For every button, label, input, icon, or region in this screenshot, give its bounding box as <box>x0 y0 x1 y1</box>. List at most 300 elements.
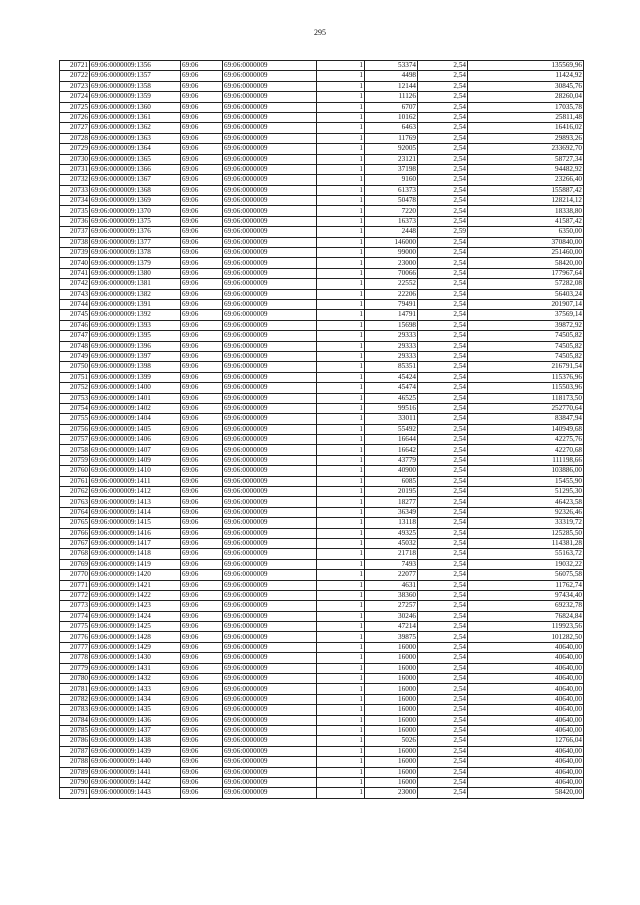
count-cell: 1 <box>317 601 365 611</box>
area-cell: 45424 <box>365 372 418 382</box>
cadastral-number: 69:06:0000009:1422 <box>90 590 181 600</box>
count-cell: 1 <box>317 736 365 746</box>
row-number: 20778 <box>60 653 90 663</box>
table-row <box>60 351 584 361</box>
area-cell: 4498 <box>365 71 418 81</box>
table-row <box>60 601 584 611</box>
quarter-code: 69:06:0000009 <box>223 372 317 382</box>
count-cell: 1 <box>317 289 365 299</box>
count-cell: 1 <box>317 684 365 694</box>
quarter-code: 69:06:0000009 <box>223 549 317 559</box>
quarter-code: 69:06:0000009 <box>223 487 317 497</box>
row-number: 20757 <box>60 435 90 445</box>
row-number: 20788 <box>60 757 90 767</box>
cadastral-number: 69:06:0000009:1425 <box>90 622 181 632</box>
region-code: 69:06 <box>181 445 223 455</box>
count-cell: 1 <box>317 248 365 258</box>
cadastral-number: 69:06:0000009:1407 <box>90 445 181 455</box>
quarter-code: 69:06:0000009 <box>223 435 317 445</box>
table-row <box>60 694 584 704</box>
region-code: 69:06 <box>181 185 223 195</box>
cadastral-number: 69:06:0000009:1378 <box>90 248 181 258</box>
count-cell: 1 <box>317 320 365 330</box>
table-row <box>60 248 584 258</box>
quarter-code: 69:06:0000009 <box>223 268 317 278</box>
value-cell: 74505,82 <box>468 331 584 341</box>
rate-cell: 2,54 <box>418 341 468 351</box>
region-code: 69:06 <box>181 497 223 507</box>
region-code: 69:06 <box>181 403 223 413</box>
table-row <box>60 622 584 632</box>
region-code: 69:06 <box>181 601 223 611</box>
area-cell: 23000 <box>365 788 418 798</box>
count-cell: 1 <box>317 487 365 497</box>
page-number: 295 <box>314 28 326 37</box>
quarter-code: 69:06:0000009 <box>223 206 317 216</box>
row-number: 20735 <box>60 206 90 216</box>
row-number: 20758 <box>60 445 90 455</box>
quarter-code: 69:06:0000009 <box>223 705 317 715</box>
area-cell: 53374 <box>365 61 418 71</box>
region-code: 69:06 <box>181 61 223 71</box>
rate-cell: 2,54 <box>418 580 468 590</box>
cadastral-number: 69:06:0000009:1420 <box>90 570 181 580</box>
count-cell: 1 <box>317 268 365 278</box>
table-row <box>60 372 584 382</box>
value-cell: 40640,00 <box>468 715 584 725</box>
area-cell: 21718 <box>365 549 418 559</box>
table-row <box>60 227 584 237</box>
count-cell: 1 <box>317 580 365 590</box>
count-cell: 1 <box>317 414 365 424</box>
cadastral-number: 69:06:0000009:1370 <box>90 206 181 216</box>
rate-cell: 2,54 <box>418 351 468 361</box>
row-number: 20787 <box>60 746 90 756</box>
count-cell: 1 <box>317 622 365 632</box>
value-cell: 42275,76 <box>468 435 584 445</box>
cadastral-number: 69:06:0000009:1377 <box>90 237 181 247</box>
row-number: 20766 <box>60 528 90 538</box>
cadastral-number: 69:06:0000009:1415 <box>90 518 181 528</box>
rate-cell: 2,54 <box>418 684 468 694</box>
cadastral-number: 69:06:0000009:1424 <box>90 611 181 621</box>
quarter-code: 69:06:0000009 <box>223 175 317 185</box>
value-cell: 18338,80 <box>468 206 584 216</box>
area-cell: 23121 <box>365 154 418 164</box>
quarter-code: 69:06:0000009 <box>223 746 317 756</box>
area-cell: 14791 <box>365 310 418 320</box>
rate-cell: 2,54 <box>418 61 468 71</box>
cadastral-number: 69:06:0000009:1440 <box>90 757 181 767</box>
count-cell: 1 <box>317 653 365 663</box>
value-cell: 40640,00 <box>468 663 584 673</box>
rate-cell: 2,54 <box>418 424 468 434</box>
area-cell: 16000 <box>365 663 418 673</box>
table-row <box>60 518 584 528</box>
row-number: 20785 <box>60 726 90 736</box>
value-cell: 118173,50 <box>468 393 584 403</box>
area-cell: 16000 <box>365 705 418 715</box>
region-code: 69:06 <box>181 757 223 767</box>
count-cell: 1 <box>317 216 365 226</box>
count-cell: 1 <box>317 133 365 143</box>
region-code: 69:06 <box>181 331 223 341</box>
count-cell: 1 <box>317 123 365 133</box>
area-cell: 10162 <box>365 112 418 122</box>
region-code: 69:06 <box>181 622 223 632</box>
table-row <box>60 476 584 486</box>
cadastral-number: 69:06:0000009:1410 <box>90 466 181 476</box>
rate-cell: 2,54 <box>418 476 468 486</box>
quarter-code: 69:06:0000009 <box>223 570 317 580</box>
count-cell: 1 <box>317 694 365 704</box>
rate-cell: 2,54 <box>418 455 468 465</box>
cadastral-number: 69:06:0000009:1423 <box>90 601 181 611</box>
area-cell: 99516 <box>365 403 418 413</box>
cadastral-number: 69:06:0000009:1441 <box>90 767 181 777</box>
count-cell: 1 <box>317 518 365 528</box>
region-code: 69:06 <box>181 674 223 684</box>
row-number: 20752 <box>60 383 90 393</box>
row-number: 20755 <box>60 414 90 424</box>
row-number: 20779 <box>60 663 90 673</box>
count-cell: 1 <box>317 383 365 393</box>
quarter-code: 69:06:0000009 <box>223 185 317 195</box>
value-cell: 40640,00 <box>468 684 584 694</box>
table-row <box>60 279 584 289</box>
value-cell: 74505,82 <box>468 351 584 361</box>
value-cell: 69232,78 <box>468 601 584 611</box>
region-code: 69:06 <box>181 112 223 122</box>
area-cell: 16000 <box>365 684 418 694</box>
rate-cell: 2,54 <box>418 559 468 569</box>
rate-cell: 2,54 <box>418 299 468 309</box>
value-cell: 40640,00 <box>468 746 584 756</box>
cadastral-number: 69:06:0000009:1421 <box>90 580 181 590</box>
row-number: 20739 <box>60 248 90 258</box>
quarter-code: 69:06:0000009 <box>223 144 317 154</box>
table-row <box>60 590 584 600</box>
quarter-code: 69:06:0000009 <box>223 455 317 465</box>
region-code: 69:06 <box>181 642 223 652</box>
region-code: 69:06 <box>181 518 223 528</box>
value-cell: 252770,64 <box>468 403 584 413</box>
table-row <box>60 611 584 621</box>
quarter-code: 69:06:0000009 <box>223 559 317 569</box>
value-cell: 40640,00 <box>468 705 584 715</box>
count-cell: 1 <box>317 81 365 91</box>
row-number: 20727 <box>60 123 90 133</box>
value-cell: 119923,56 <box>468 622 584 632</box>
value-cell: 23266,40 <box>468 175 584 185</box>
value-cell: 33319,72 <box>468 518 584 528</box>
table-row <box>60 144 584 154</box>
value-cell: 140949,68 <box>468 424 584 434</box>
quarter-code: 69:06:0000009 <box>223 196 317 206</box>
table-row <box>60 123 584 133</box>
rate-cell: 2,54 <box>418 570 468 580</box>
quarter-code: 69:06:0000009 <box>223 279 317 289</box>
value-cell: 40640,00 <box>468 674 584 684</box>
area-cell: 7220 <box>365 206 418 216</box>
region-code: 69:06 <box>181 310 223 320</box>
cadastral-number: 69:06:0000009:1369 <box>90 196 181 206</box>
rate-cell: 2,54 <box>418 694 468 704</box>
quarter-code: 69:06:0000009 <box>223 767 317 777</box>
cadastral-number: 69:06:0000009:1401 <box>90 393 181 403</box>
cadastral-number: 69:06:0000009:1429 <box>90 642 181 652</box>
rate-cell: 2,54 <box>418 279 468 289</box>
row-number: 20732 <box>60 175 90 185</box>
row-number: 20789 <box>60 767 90 777</box>
value-cell: 39872,92 <box>468 320 584 330</box>
value-cell: 115503,96 <box>468 383 584 393</box>
row-number: 20734 <box>60 196 90 206</box>
table-row <box>60 383 584 393</box>
rate-cell: 2,54 <box>418 268 468 278</box>
rate-cell: 2,54 <box>418 705 468 715</box>
cadastral-number: 69:06:0000009:1362 <box>90 123 181 133</box>
count-cell: 1 <box>317 538 365 548</box>
cadastral-number: 69:06:0000009:1356 <box>90 61 181 71</box>
quarter-code: 69:06:0000009 <box>223 726 317 736</box>
area-cell: 45032 <box>365 538 418 548</box>
table-row <box>60 684 584 694</box>
table-row <box>60 507 584 517</box>
cadastral-number: 69:06:0000009:1359 <box>90 92 181 102</box>
row-number: 20780 <box>60 674 90 684</box>
cadastral-number: 69:06:0000009:1435 <box>90 705 181 715</box>
region-code: 69:06 <box>181 123 223 133</box>
cadastral-number: 69:06:0000009:1437 <box>90 726 181 736</box>
quarter-code: 69:06:0000009 <box>223 393 317 403</box>
region-code: 69:06 <box>181 227 223 237</box>
quarter-code: 69:06:0000009 <box>223 590 317 600</box>
region-code: 69:06 <box>181 341 223 351</box>
region-code: 69:06 <box>181 559 223 569</box>
quarter-code: 69:06:0000009 <box>223 248 317 258</box>
table-row <box>60 237 584 247</box>
region-code: 69:06 <box>181 133 223 143</box>
cadastral-number: 69:06:0000009:1439 <box>90 746 181 756</box>
table-body <box>60 61 584 799</box>
row-number: 20767 <box>60 538 90 548</box>
value-cell: 251460,00 <box>468 248 584 258</box>
count-cell: 1 <box>317 642 365 652</box>
table-row <box>60 455 584 465</box>
area-cell: 23000 <box>365 258 418 268</box>
region-code: 69:06 <box>181 351 223 361</box>
region-code: 69:06 <box>181 372 223 382</box>
table-row <box>60 466 584 476</box>
count-cell: 1 <box>317 237 365 247</box>
value-cell: 51295,30 <box>468 487 584 497</box>
cadastral-number: 69:06:0000009:1406 <box>90 435 181 445</box>
count-cell: 1 <box>317 351 365 361</box>
area-cell: 40900 <box>365 466 418 476</box>
area-cell: 50478 <box>365 196 418 206</box>
row-number: 20743 <box>60 289 90 299</box>
value-cell: 40640,00 <box>468 726 584 736</box>
region-code: 69:06 <box>181 268 223 278</box>
cadastral-number: 69:06:0000009:1436 <box>90 715 181 725</box>
cadastral-number: 69:06:0000009:1398 <box>90 362 181 372</box>
count-cell: 1 <box>317 435 365 445</box>
row-number: 20746 <box>60 320 90 330</box>
value-cell: 12766,04 <box>468 736 584 746</box>
cadastral-number: 69:06:0000009:1396 <box>90 341 181 351</box>
table-row <box>60 71 584 81</box>
quarter-code: 69:06:0000009 <box>223 663 317 673</box>
region-code: 69:06 <box>181 414 223 424</box>
row-number: 20747 <box>60 331 90 341</box>
rate-cell: 2,54 <box>418 102 468 112</box>
value-cell: 97434,40 <box>468 590 584 600</box>
table-row <box>60 206 584 216</box>
rate-cell: 2,54 <box>418 154 468 164</box>
area-cell: 16000 <box>365 653 418 663</box>
area-cell: 9160 <box>365 175 418 185</box>
rate-cell: 2,54 <box>418 92 468 102</box>
row-number: 20762 <box>60 487 90 497</box>
region-code: 69:06 <box>181 653 223 663</box>
rate-cell: 2,54 <box>418 435 468 445</box>
value-cell: 40640,00 <box>468 757 584 767</box>
region-code: 69:06 <box>181 632 223 642</box>
rate-cell: 2,54 <box>418 310 468 320</box>
cadastral-number: 69:06:0000009:1419 <box>90 559 181 569</box>
cadastral-number: 69:06:0000009:1368 <box>90 185 181 195</box>
count-cell: 1 <box>317 279 365 289</box>
area-cell: 13118 <box>365 518 418 528</box>
value-cell: 177967,64 <box>468 268 584 278</box>
quarter-code: 69:06:0000009 <box>223 123 317 133</box>
row-number: 20725 <box>60 102 90 112</box>
cadastral-number: 69:06:0000009:1395 <box>90 331 181 341</box>
row-number: 20774 <box>60 611 90 621</box>
row-number: 20765 <box>60 518 90 528</box>
region-code: 69:06 <box>181 580 223 590</box>
rate-cell: 2,54 <box>418 487 468 497</box>
cadastral-number: 69:06:0000009:1375 <box>90 216 181 226</box>
rate-cell: 2,54 <box>418 258 468 268</box>
cadastral-number: 69:06:0000009:1399 <box>90 372 181 382</box>
region-code: 69:06 <box>181 81 223 91</box>
quarter-code: 69:06:0000009 <box>223 341 317 351</box>
table-row <box>60 642 584 652</box>
region-code: 69:06 <box>181 777 223 787</box>
rate-cell: 2,54 <box>418 289 468 299</box>
rate-cell: 2,54 <box>418 237 468 247</box>
cadastral-number: 69:06:0000009:1365 <box>90 154 181 164</box>
value-cell: 40640,00 <box>468 767 584 777</box>
region-code: 69:06 <box>181 767 223 777</box>
rate-cell: 2,54 <box>418 331 468 341</box>
count-cell: 1 <box>317 144 365 154</box>
region-code: 69:06 <box>181 663 223 673</box>
area-cell: 79491 <box>365 299 418 309</box>
region-code: 69:06 <box>181 455 223 465</box>
cadastral-number: 69:06:0000009:1382 <box>90 289 181 299</box>
rate-cell: 2,54 <box>418 715 468 725</box>
count-cell: 1 <box>317 164 365 174</box>
value-cell: 58727,34 <box>468 154 584 164</box>
count-cell: 1 <box>317 507 365 517</box>
table-row <box>60 331 584 341</box>
value-cell: 16416,02 <box>468 123 584 133</box>
rate-cell: 2,54 <box>418 611 468 621</box>
value-cell: 135569,96 <box>468 61 584 71</box>
rate-cell: 2,54 <box>418 497 468 507</box>
count-cell: 1 <box>317 726 365 736</box>
count-cell: 1 <box>317 393 365 403</box>
table-row <box>60 196 584 206</box>
rate-cell: 2,54 <box>418 590 468 600</box>
area-cell: 33011 <box>365 414 418 424</box>
table-row <box>60 435 584 445</box>
area-cell: 5026 <box>365 736 418 746</box>
area-cell: 22552 <box>365 279 418 289</box>
region-code: 69:06 <box>181 611 223 621</box>
region-code: 69:06 <box>181 715 223 725</box>
row-number: 20786 <box>60 736 90 746</box>
row-number: 20790 <box>60 777 90 787</box>
area-cell: 39875 <box>365 632 418 642</box>
table-row <box>60 164 584 174</box>
row-number: 20791 <box>60 788 90 798</box>
area-cell: 16000 <box>365 674 418 684</box>
value-cell: 92326,46 <box>468 507 584 517</box>
count-cell: 1 <box>317 476 365 486</box>
count-cell: 1 <box>317 715 365 725</box>
area-cell: 16642 <box>365 445 418 455</box>
table-row <box>60 393 584 403</box>
quarter-code: 69:06:0000009 <box>223 757 317 767</box>
region-code: 69:06 <box>181 164 223 174</box>
value-cell: 46423,58 <box>468 497 584 507</box>
row-number: 20771 <box>60 580 90 590</box>
value-cell: 6350,00 <box>468 227 584 237</box>
quarter-code: 69:06:0000009 <box>223 424 317 434</box>
rate-cell: 2,54 <box>418 81 468 91</box>
value-cell: 11762,74 <box>468 580 584 590</box>
table-row <box>60 216 584 226</box>
table-row <box>60 632 584 642</box>
cadastral-number: 69:06:0000009:1434 <box>90 694 181 704</box>
cadastral-number: 69:06:0000009:1402 <box>90 403 181 413</box>
row-number: 20773 <box>60 601 90 611</box>
quarter-code: 69:06:0000009 <box>223 154 317 164</box>
rate-cell: 2,54 <box>418 112 468 122</box>
table-row <box>60 61 584 71</box>
rate-cell: 2,54 <box>418 528 468 538</box>
value-cell: 74505,82 <box>468 341 584 351</box>
rate-cell: 2,54 <box>418 133 468 143</box>
count-cell: 1 <box>317 175 365 185</box>
quarter-code: 69:06:0000009 <box>223 507 317 517</box>
table-row <box>60 663 584 673</box>
value-cell: 58420,00 <box>468 258 584 268</box>
table-row <box>60 81 584 91</box>
rate-cell: 2,54 <box>418 767 468 777</box>
rate-cell: 2,54 <box>418 393 468 403</box>
count-cell: 1 <box>317 362 365 372</box>
rate-cell: 2,54 <box>418 601 468 611</box>
value-cell: 233692,70 <box>468 144 584 154</box>
cadastral-number: 69:06:0000009:1363 <box>90 133 181 143</box>
quarter-code: 69:06:0000009 <box>223 164 317 174</box>
row-number: 20750 <box>60 362 90 372</box>
